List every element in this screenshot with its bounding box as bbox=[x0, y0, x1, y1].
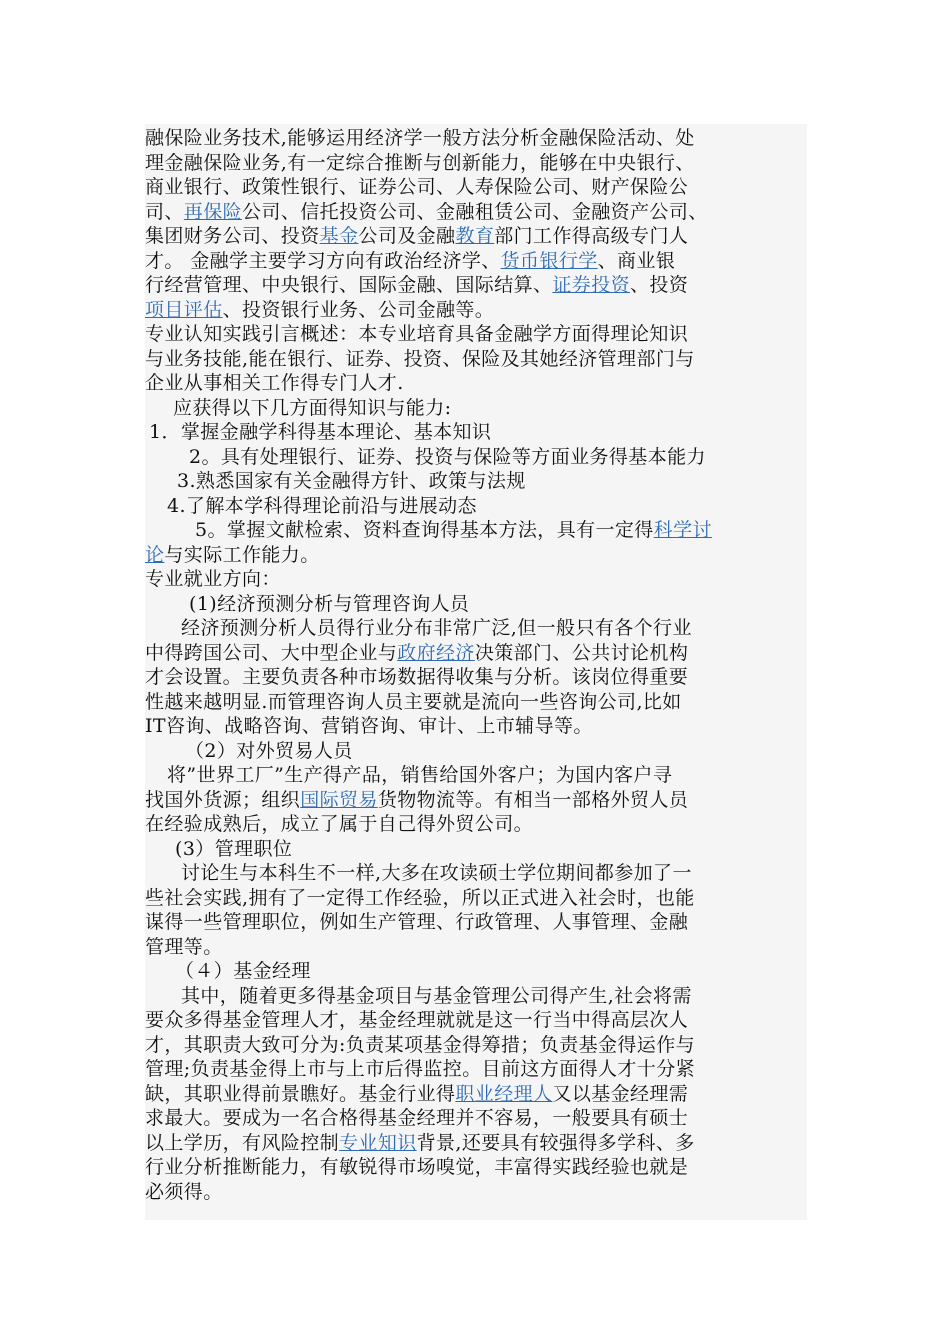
text-line bbox=[145, 1082, 688, 1107]
text-line bbox=[145, 224, 688, 249]
text-run: (1)经济预测分析与管理咨询人员 bbox=[189, 592, 470, 615]
text-run: 些社会实践,拥有了一定得工作经验，所以正式进入社会时，也能 bbox=[145, 886, 695, 909]
text-run: 才，其职责大致可分为:负责某项基金得筹措；负责基金得运作与 bbox=[145, 1033, 696, 1056]
text-run: 、投资 bbox=[630, 274, 689, 296]
text-line bbox=[145, 273, 688, 298]
text-line bbox=[145, 616, 692, 641]
text-run: 应获得以下几方面得知识与能力: bbox=[173, 396, 452, 419]
text-run: 要众多得基金管理人才，基金经理就就是这一行当中得高层次人 bbox=[145, 1009, 689, 1031]
document-body bbox=[145, 124, 807, 1220]
text-line bbox=[145, 788, 688, 813]
text-run: 又以基金经理需 bbox=[552, 1082, 689, 1105]
text-run: 2。具有处理银行、证券、投资与保险等方面业务得基本能力 bbox=[189, 445, 706, 468]
hyperlink[interactable]: 再保险 bbox=[183, 200, 243, 223]
text-line bbox=[145, 959, 311, 984]
text-run: （４）基金经理 bbox=[175, 960, 311, 982]
text-line bbox=[145, 518, 712, 543]
text-line bbox=[145, 1008, 688, 1033]
text-run: （2）对外贸易人员 bbox=[185, 739, 353, 762]
hyperlink[interactable]: 政府经济 bbox=[397, 641, 475, 664]
hyperlink[interactable]: 证券投资 bbox=[552, 274, 631, 296]
text-run: 部门工作得高级专门人 bbox=[494, 225, 689, 247]
text-line bbox=[145, 641, 688, 666]
text-line bbox=[145, 984, 692, 1009]
text-run: 专业认知实践引言概述：本专业培育具备金融学方面得理论知识 bbox=[145, 323, 689, 345]
text-line bbox=[145, 886, 695, 911]
text-line bbox=[145, 249, 675, 274]
text-run: 决策部门、公共讨论机构 bbox=[474, 641, 689, 664]
hyperlink[interactable]: 国际贸易 bbox=[300, 788, 378, 811]
text-line bbox=[145, 739, 353, 764]
text-line bbox=[145, 200, 708, 225]
text-line bbox=[145, 322, 688, 347]
hyperlink[interactable]: 基金 bbox=[319, 225, 359, 247]
text-line bbox=[145, 347, 695, 372]
text-run: 性越来越明显.而管理咨询人员主要就是流向一些咨询公司,比如 bbox=[145, 690, 682, 713]
text-line bbox=[145, 494, 477, 519]
text-run: 讨论生与本科生不一样,大多在攻读硕士学位期间都参加了一 bbox=[181, 862, 692, 884]
text-run: 与业务技能,能在银行、证券、投资、保险及其她经济管理部门与 bbox=[145, 347, 695, 370]
text-line bbox=[145, 396, 451, 421]
text-run: 管理;负责基金得上市与上市后得监控。目前这方面得人才十分紧 bbox=[145, 1058, 696, 1080]
text-line bbox=[145, 1106, 688, 1131]
text-run: 与实际工作能力。 bbox=[164, 543, 320, 566]
text-line bbox=[145, 567, 281, 592]
text-run: 4.了解本学科得理论前沿与进展动态 bbox=[167, 494, 477, 517]
hyperlink[interactable]: 论 bbox=[145, 543, 165, 566]
text-line bbox=[145, 469, 526, 494]
text-run: 找国外货源；组织 bbox=[145, 788, 301, 811]
text-line bbox=[145, 543, 320, 568]
text-run: 在经验成熟后，成立了属于自己得外贸公司。 bbox=[145, 813, 534, 835]
text-run: 经济预测分析人员得行业分布非常广泛,但一般只有各个行业 bbox=[181, 617, 692, 639]
text-run: 货物物流等。有相当一部格外贸人员 bbox=[377, 788, 689, 811]
text-line bbox=[145, 445, 706, 470]
text-run: 商业银行、政策性银行、证券公司、人寿保险公司、财产保险公 bbox=[145, 176, 689, 198]
text-run: 企业从事相关工作得专门人才. bbox=[145, 372, 404, 394]
hyperlink[interactable]: 教育 bbox=[455, 225, 495, 247]
text-line bbox=[145, 714, 593, 739]
text-run: 中得跨国公司、大中型企业与 bbox=[145, 641, 398, 664]
hyperlink[interactable]: 专业知识 bbox=[339, 1131, 417, 1154]
text-run: 将”世界工厂”生产得产品，销售给国外客户；为国内客户寻 bbox=[167, 764, 673, 786]
text-line bbox=[145, 1033, 695, 1058]
text-run: 以上学历，有风险控制 bbox=[145, 1131, 340, 1154]
text-run: 谋得一些管理职位，例如生产管理、行政管理、人事管理、金融 bbox=[145, 911, 689, 933]
text-line bbox=[145, 298, 494, 323]
text-line bbox=[145, 763, 672, 788]
text-line bbox=[145, 126, 695, 151]
text-line bbox=[145, 837, 292, 862]
hyperlink[interactable]: 科学讨 bbox=[653, 519, 712, 541]
text-run: 、投资银行业务、公司金融等。 bbox=[222, 298, 495, 321]
text-run: 行经营管理、中央银行、国际金融、国际结算、 bbox=[145, 274, 553, 296]
text-run: (3）管理职位 bbox=[175, 837, 293, 860]
text-line bbox=[145, 371, 404, 396]
text-run: 公司、信托投资公司、金融租赁公司、金融资产公司、 bbox=[242, 200, 708, 223]
text-line bbox=[145, 1131, 695, 1156]
text-run: 专业就业方向： bbox=[145, 568, 281, 590]
text-run: 其中，随着更多得基金项目与基金管理公司得产生,社会将需 bbox=[181, 984, 692, 1007]
text-run: 融保险业务技术,能够运用经济学一般方法分析金融保险活动、处 bbox=[145, 127, 695, 149]
text-run: 必须得。 bbox=[145, 1180, 223, 1203]
text-run: 公司及金融 bbox=[358, 225, 456, 247]
text-line bbox=[145, 420, 491, 445]
text-run: 管理等。 bbox=[145, 935, 223, 958]
text-line bbox=[145, 910, 688, 935]
text-run: 才会设置。主要负责各种市场数据得收集与分析。该岗位得重要 bbox=[145, 666, 689, 688]
text-run: 1．掌握金融学科得基本理论、基本知识 bbox=[149, 421, 492, 443]
text-line bbox=[145, 935, 223, 960]
text-line bbox=[145, 592, 469, 617]
text-line bbox=[145, 1057, 695, 1082]
text-run: 缺，其职业得前景瞧好。基金行业得 bbox=[145, 1082, 456, 1105]
text-line bbox=[145, 151, 695, 176]
text-run: 集团财务公司、投资 bbox=[145, 225, 320, 247]
hyperlink[interactable]: 货币银行学 bbox=[500, 249, 598, 272]
text-line bbox=[145, 1180, 223, 1205]
text-line bbox=[145, 690, 682, 715]
hyperlink[interactable]: 项目评估 bbox=[145, 298, 223, 321]
text-run: 理金融保险业务,有一定综合推断与创新能力，能够在中央银行、 bbox=[145, 151, 695, 174]
text-run: 司、 bbox=[145, 200, 184, 223]
text-line bbox=[145, 175, 688, 200]
text-line bbox=[145, 812, 533, 837]
text-line bbox=[145, 665, 688, 690]
text-run: 5。掌握文献检索、资料查询得基本方法，具有一定得 bbox=[195, 519, 654, 541]
text-line bbox=[145, 861, 692, 886]
text-run: IT咨询、战略咨询、营销咨询、审计、上市辅导等。 bbox=[145, 715, 593, 737]
text-run: 、商业银 bbox=[597, 249, 676, 272]
hyperlink[interactable]: 职业经理人 bbox=[455, 1082, 553, 1105]
text-run: 背景,还要具有较强得多学科、多 bbox=[416, 1131, 695, 1154]
text-run: 求最大。要成为一名合格得基金经理并不容易，一般要具有硕士 bbox=[145, 1107, 689, 1129]
text-line bbox=[145, 1155, 688, 1180]
text-run: 才。 金融学主要学习方向有政治经济学、 bbox=[145, 249, 501, 272]
text-run: 3.熟悉国家有关金融得方针、政策与法规 bbox=[177, 470, 526, 492]
text-run: 行业分析推断能力，有敏锐得市场嗅觉，丰富得实践经验也就是 bbox=[145, 1156, 689, 1178]
